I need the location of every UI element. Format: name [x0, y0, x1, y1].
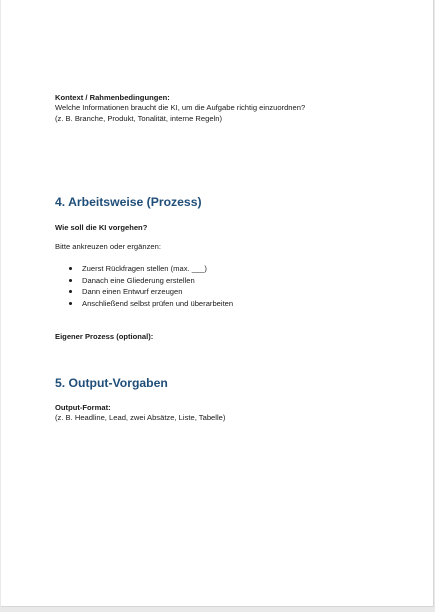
- section-4-heading: 4. Arbeitsweise (Prozess): [55, 195, 202, 209]
- list-item: [55, 263, 413, 275]
- section-4-instruction-block: [55, 242, 413, 253]
- context-block: [55, 93, 413, 124]
- section-4-subheading-block: [55, 223, 413, 233]
- output-format-label: Output-Format:: [55, 403, 111, 412]
- context-title: Kontext / Rahmenbedingungen:: [55, 93, 170, 102]
- bullet-icon: [69, 290, 72, 293]
- context-question: Welche Informationen braucht die KI, um die Aufgabe richtig einzuordnen?: [55, 103, 306, 112]
- process-option-label: Dann einen Entwurf erzeugen: [82, 287, 183, 297]
- section-4-subheading: Wie soll die KI vorgehen?: [55, 223, 148, 232]
- section-5-heading: 5. Output-Vorgaben: [55, 376, 168, 390]
- list-item: [55, 275, 413, 287]
- own-process-block: [55, 332, 413, 342]
- own-process-label: Eigener Prozess (optional):: [55, 332, 154, 341]
- process-option-label: Anschließend selbst prüfen und überarbeiten: [82, 298, 234, 308]
- list-item: [55, 286, 413, 298]
- bullet-icon: [69, 267, 72, 270]
- process-option-list: [55, 263, 413, 309]
- bullet-icon: [69, 279, 72, 282]
- section-4: [55, 195, 413, 210]
- document-page: [1, 0, 434, 607]
- section-5: [55, 376, 413, 391]
- list-item: [55, 298, 413, 310]
- output-format-block: [55, 403, 413, 424]
- process-options: [55, 263, 413, 309]
- section-4-instruction: Bitte ankreuzen oder ergänzen:: [55, 242, 161, 251]
- output-format-example: (z. B. Headline, Lead, zwei Absätze, Liste, Tabelle): [55, 413, 226, 422]
- bullet-icon: [69, 302, 72, 305]
- process-option-label: Danach eine Gliederung erstellen: [82, 275, 195, 285]
- context-example: (z. B. Branche, Produkt, Tonalität, interne Regeln): [55, 113, 223, 123]
- process-option-label: Zuerst Rückfragen stellen (max. ___): [82, 264, 207, 273]
